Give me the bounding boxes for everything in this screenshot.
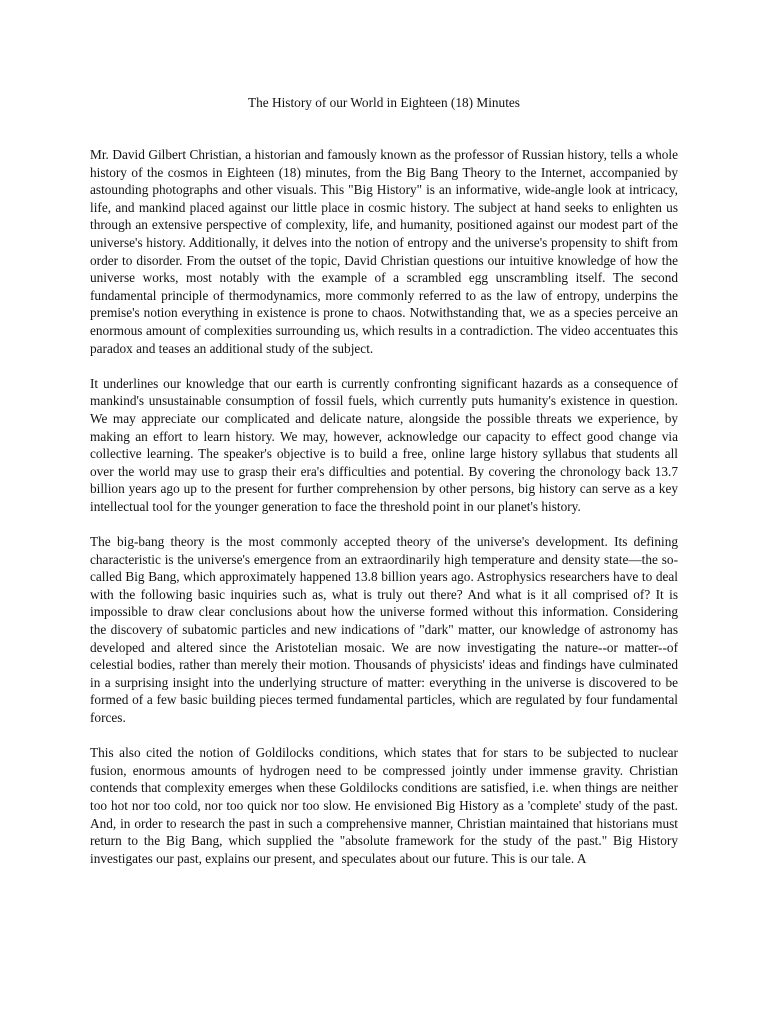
document-body: [90, 146, 678, 885]
paragraph-1: Mr. David Gilbert Christian, a historian and famously known as the professor of Russian history, tells a whole history of the cosmos in Eighteen (18) minutes, from the Big Bang Theory to the Internet, accompanied by astounding photographs and other visuals. This "Big History" is an informative, wide-angle look at intricacy, life, and mankind placed against our little place in cosmic history. The subject at hand seeks to enlighten us through an extensive perspective of complexity, life, and humanity, positioned against our modest part of the universe's history. Additionally, it delves into the notion of entropy and the universe's propensity to shift from order to disorder. From the outset of the topic, David Christian questions our intuitive knowledge of how the universe works, most notably with the example of a scrambled egg unscrambling itself. The second fundamental principle of thermodynamics, more commonly referred to as the law of entropy, underpins the premise's notion everything in existence is prone to chaos. Notwithstanding that, we as a species perceive an enormous amount of complexities surrounding us, which results in a contradiction. The video accentuates this paradox and teases an additional study of the subject.: [90, 147, 678, 356]
paragraph-4: This also cited the notion of Goldilocks conditions, which states that for stars to be subjected to nuclear fusion, enormous amounts of hydrogen need to be compressed jointly under immense gravity. Christian contends that complexity emerges when these Goldilocks conditions are satisfied, i.e. when things are neither too hot nor too cold, nor too quick nor too slow. He envisioned Big History as a 'complete' study of the past. And, in order to research the past in such a comprehensive manner, Christian maintained that historians must return to the Big Bang, which supplied the "absolute framework for the study of the past." Big History investigates our past, explains our present, and speculates about our future. This is our tale. A: [90, 745, 678, 866]
paragraph-2: It underlines our knowledge that our earth is currently confronting significant hazards as a consequence of mankind's unsustainable consumption of fossil fuels, which currently puts humanity's existence in question. We may appreciate our complicated and delicate nature, alongside the possible threats we experience, by making an effort to learn history. We may, however, acknowledge our capacity to effect good change via collective learning. The speaker's objective is to build a free, online large history syllabus that students all over the world may use to grasp their era's difficulties and potential. By covering the chronology back 13.7 billion years ago up to the present for further comprehension by other persons, big history can serve as a key intellectual tool for the younger generation to face the threshold point in our planet's history.: [90, 375, 678, 514]
paragraph-3: The big-bang theory is the most commonly accepted theory of the universe's development. Its defining characteristic is the universe's emergence from an extraordinarily high temperature and density state—the so-called Big Bang, which approximately happened 13.8 billion years ago. Astrophysics researchers have to deal with the following basic inquiries such as, what is truly out there? And what is it all comprised of? It is impossible to draw clear conclusions about how the universe formed without this information. Considering the discovery of subatomic particles and new indications of "dark" matter, our knowledge of astronomy has developed and altered since the Aristotelian mosaic. We are now investigating the nature--or matter--of celestial bodies, rather than merely their motion. Thousands of physicists' ideas and findings have culminated in a surprising insight into the underlying structure of matter: everything in the universe is discovered to be formed of a few basic building pieces termed fundamental particles, which are regulated by four fundamental forces.: [90, 534, 678, 725]
document-title: The History of our World in Eighteen (18) Minutes: [248, 95, 520, 110]
